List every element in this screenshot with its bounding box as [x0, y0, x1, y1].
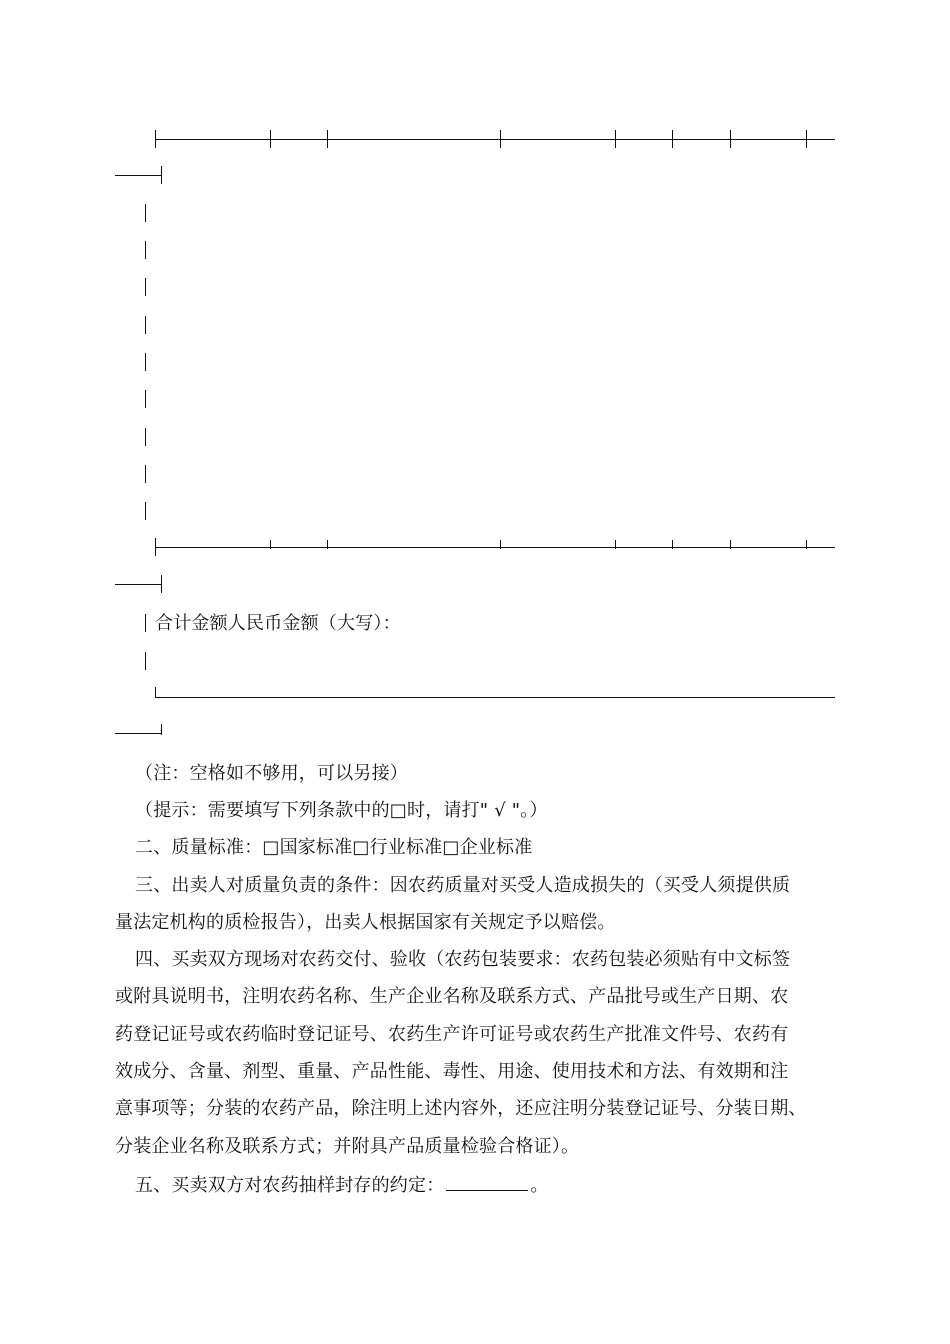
- clause-5-text: 五、买卖双方对农药抽样封存的约定：: [135, 1175, 445, 1196]
- column-tick: [615, 130, 616, 148]
- column-tick: [806, 540, 807, 549]
- fill-blank[interactable]: [446, 1172, 528, 1191]
- table-top-border-tail: [115, 175, 161, 176]
- column-tick: [327, 130, 328, 148]
- column-tick: [270, 130, 271, 148]
- column-tick: [155, 538, 156, 556]
- row-bar: [145, 204, 146, 222]
- column-tick: [161, 724, 162, 735]
- row-bar: [145, 353, 146, 371]
- total-amount-label: 合计金额人民币金额（大写）：: [155, 613, 401, 634]
- clause-5-end: 。: [530, 1175, 549, 1196]
- table-bottom-border: [155, 697, 835, 698]
- row-bar: [145, 316, 146, 334]
- column-tick: [500, 130, 501, 148]
- column-tick: [327, 540, 328, 549]
- row-bar: [145, 241, 146, 259]
- row-bar: [145, 652, 146, 670]
- clause-5-sampling: [135, 1172, 549, 1198]
- clause-4-line-5: 意事项等；分装的农药产品，除注明上述内容外，还应注明分装登记证号、分装日期、: [115, 1098, 807, 1119]
- row-bar: [145, 502, 146, 520]
- clause-4-line-4: 效成分、含量、剂型、重量、产品性能、毒性、用途、使用技术和方法、有效期和注: [115, 1061, 789, 1082]
- row-bar: [145, 278, 146, 296]
- clause-4-line-6: 分装企业名称及联系方式；并附具产品质量检验合格证）。: [115, 1136, 580, 1157]
- column-tick: [270, 540, 271, 549]
- column-tick: [500, 540, 501, 549]
- table-middle-border-tail: [115, 584, 161, 585]
- column-tick: [730, 540, 731, 549]
- column-tick: [155, 130, 156, 148]
- clause-4-line-2: 或附具说明书，注明农药名称、生产企业名称及联系方式、产品批号或生产日期、农: [115, 986, 789, 1007]
- column-tick: [730, 130, 731, 148]
- table-middle-border: [155, 547, 835, 548]
- column-tick: [672, 130, 673, 148]
- column-tick: [806, 130, 807, 148]
- row-bar: [145, 465, 146, 483]
- column-tick: [161, 166, 162, 184]
- hint-text: （提示：需要填写下列条款中的□时，请打" √ "。）: [135, 800, 548, 821]
- clause-4-line-3: 药登记证号或农药临时登记证号、农药生产许可证号或农药生产批准文件号、农药有: [115, 1024, 789, 1045]
- row-bar: [145, 428, 146, 446]
- clause-4-line-1: 四、买卖双方现场对农药交付、验收（农药包装要求：农药包装必须贴有中文标签: [135, 949, 791, 970]
- note-text: （注：空格如不够用，可以另接）: [135, 763, 408, 784]
- clause-2-quality-standard: 二、质量标准：□国家标准□行业标准□企业标准: [135, 837, 533, 858]
- table-top-border: [155, 139, 835, 140]
- row-bar: [145, 390, 146, 408]
- table-bottom-border-tail: [115, 733, 161, 734]
- column-tick: [161, 575, 162, 593]
- column-tick: [615, 540, 616, 549]
- row-bar: [145, 614, 146, 632]
- column-tick: [672, 540, 673, 549]
- clause-3-line-2: 量法定机构的质检报告），出卖人根据国家有关规定予以赔偿。: [115, 912, 616, 933]
- clause-3-line-1: 三、出卖人对质量负责的条件：因农药质量对买受人造成损失的（买受人须提供质: [135, 875, 791, 896]
